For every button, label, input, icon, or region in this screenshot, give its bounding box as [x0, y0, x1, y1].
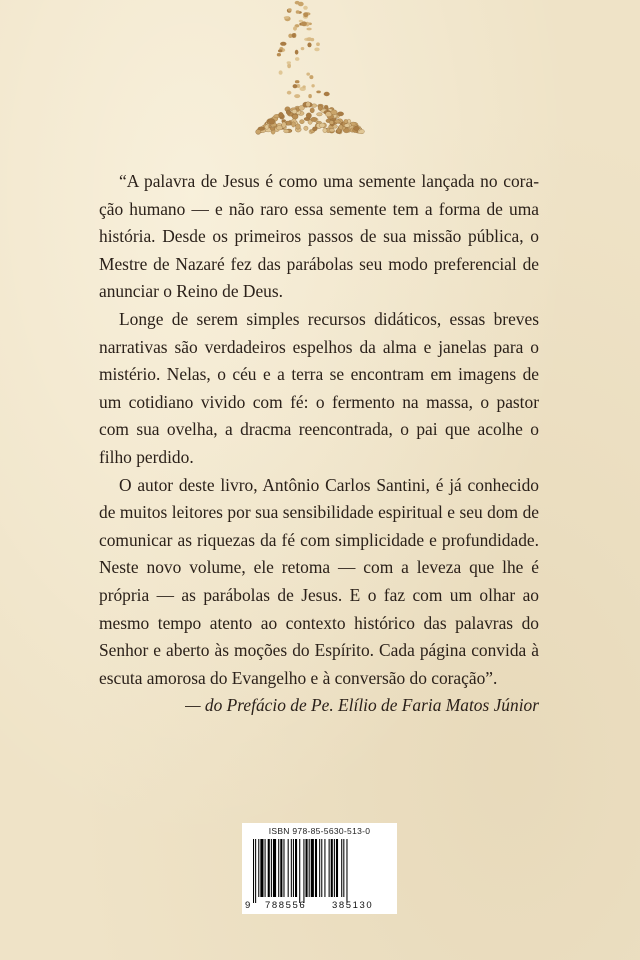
barcode-bar [293, 839, 294, 897]
barcode-bar [255, 839, 256, 903]
seed [291, 122, 295, 127]
seed [344, 124, 350, 128]
seed [278, 49, 282, 52]
barcode-bar [260, 839, 263, 897]
seed [295, 57, 299, 61]
seed [269, 119, 275, 124]
seed [306, 73, 310, 76]
barcode-bar [343, 839, 344, 897]
seed [279, 112, 284, 118]
seed [337, 112, 343, 116]
barcode-bar [295, 839, 297, 897]
seed [294, 94, 300, 98]
barcode-bar [319, 839, 320, 897]
barcode-digit-first: 9 [245, 900, 251, 911]
seed [317, 113, 323, 116]
seed [309, 75, 313, 79]
seed [319, 123, 325, 128]
seed [306, 102, 311, 107]
barcode-bar [265, 839, 266, 897]
seed [300, 120, 305, 124]
barcode-bar [283, 839, 284, 897]
seed [308, 94, 312, 98]
seed [293, 84, 298, 88]
seed [335, 120, 341, 123]
barcode-bar [309, 839, 310, 897]
seed [276, 126, 282, 130]
seed [301, 47, 305, 50]
seed [296, 10, 300, 14]
seed [312, 127, 317, 131]
barcode-digits-left: 788556 [265, 900, 307, 911]
seed [330, 121, 334, 125]
seed [295, 50, 299, 55]
isbn-barcode [242, 823, 397, 914]
seed [270, 127, 275, 130]
barcode-bar [258, 839, 259, 897]
seed [329, 129, 334, 132]
seed [288, 8, 292, 11]
seed [311, 117, 318, 121]
seed [265, 125, 269, 130]
barcode-bar [280, 839, 282, 897]
barcode-bar [324, 839, 325, 897]
barcode-bar [303, 839, 304, 903]
barcode-digits-right: 385130 [332, 900, 374, 911]
barcode-bar [341, 839, 342, 897]
seed [314, 48, 319, 52]
seed [295, 80, 300, 83]
seed [293, 26, 297, 30]
seed [292, 33, 296, 38]
barcode-bar [331, 839, 333, 897]
seed [296, 124, 301, 129]
seed [303, 6, 308, 10]
seed [339, 125, 343, 130]
seed [298, 2, 304, 7]
seed [284, 129, 289, 133]
falling-seeds-illustration [240, 0, 390, 140]
isbn-label: ISBN 978-85-5630-513-0 [268, 826, 371, 836]
seed [344, 119, 348, 123]
barcode-bar [271, 839, 272, 897]
barcode-bar [278, 839, 279, 897]
paragraph-2: Longe de serem simples recursos didáticos, essas breves narrativas são verdadeiros espelhos da alma e janelas para o mistério. Nelas, o céu e a terra se encontram em imagens de um cotidiano vivido com fé: o fermento na massa, o pastor com sua ovelha, a dracma reencontrada, o pai que acolhe o filho perdido. [99, 308, 539, 467]
seed [287, 91, 292, 95]
seed [302, 85, 305, 88]
seed [277, 53, 281, 56]
barcode-bars [253, 839, 387, 903]
barcode-bar [273, 839, 276, 897]
paragraph-3: O autor deste livro, Antônio Carlos Santini, é já conhecido de muitos leitores por sua sensibilidade espiritual e seu dom de comunicar as riquezas da fé com simplicidade e profundidade. Neste novo volume, ele retoma — com a leveza que lhe é própria — as parábolas de Jesus. E o faz com um olhar ao mesmo tempo atento ao contexto histórico das palavras do Senhor e aberto às moções do Espírito. Cada página convida à escuta amorosa do Evangelho e à conversão do coração”. [99, 474, 539, 688]
barcode-bar [253, 839, 254, 903]
seed [311, 84, 314, 87]
barcode-bar [291, 839, 292, 897]
barcode-bar [306, 839, 308, 897]
seed [304, 126, 308, 130]
barcode-bar [321, 839, 322, 897]
seed [318, 105, 322, 110]
seed [307, 43, 311, 48]
seed [279, 70, 283, 74]
seed [303, 12, 308, 17]
seed [324, 92, 330, 96]
seed [292, 109, 297, 113]
seed [310, 108, 314, 113]
barcode-bar [334, 839, 335, 897]
barcode-bar [268, 839, 270, 897]
seed [306, 113, 311, 118]
seed [331, 110, 337, 115]
barcode-bar [329, 839, 330, 897]
seed [316, 91, 321, 94]
barcode-bar [346, 839, 347, 903]
seed [287, 61, 291, 64]
barcode-bar [311, 839, 314, 897]
barcode-bar [299, 839, 300, 903]
seed [306, 28, 311, 31]
barcode-bar [288, 839, 289, 897]
barcode-bar [336, 839, 338, 897]
seed [292, 114, 298, 119]
seed [284, 16, 289, 19]
seed [301, 21, 307, 26]
seed [354, 126, 360, 131]
seed [256, 130, 261, 135]
seed [280, 42, 286, 46]
barcode-bar [315, 839, 317, 897]
seed [323, 128, 327, 133]
seed [310, 38, 314, 41]
paragraph-1: “A palavra de Jesus é como uma semente lançada no coração humano — e não raro essa semente tem a forma de uma história. Desde os primeiros passos de sua missão pública, o Mestre de Nazaré fez das parábolas seu modo preferencial de anunciar o Reino de Deus. [99, 171, 539, 302]
back-cover-text [99, 168, 539, 720]
seed [316, 42, 320, 46]
seed [286, 111, 290, 115]
preface-attribution: — do Prefácio de Pe. Elílio de Faria Matos Júnior [185, 695, 539, 716]
